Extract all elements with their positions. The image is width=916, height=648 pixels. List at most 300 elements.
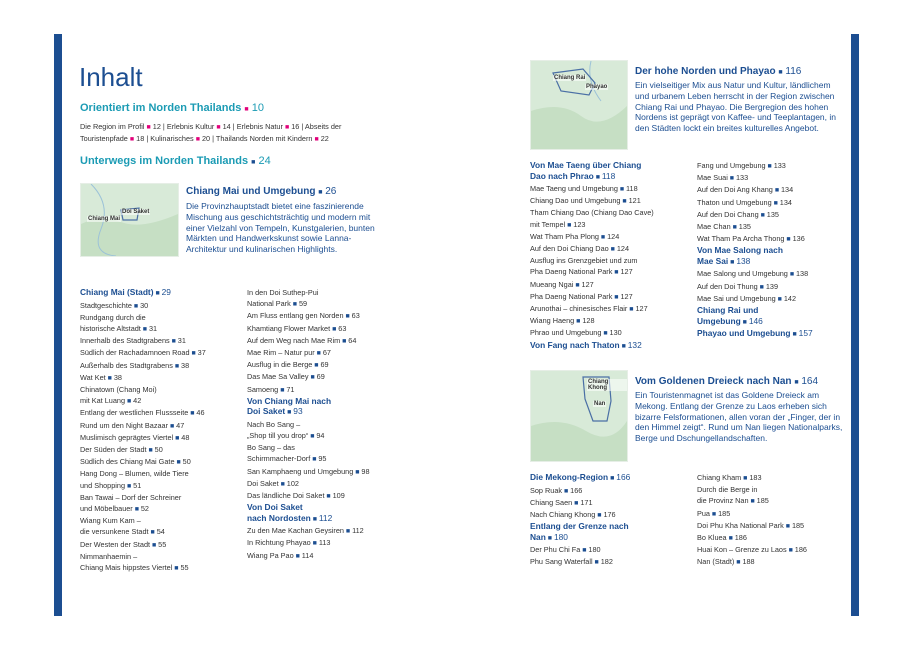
toc-page: 20 [201,134,211,144]
toc-entry-page: 146 [748,315,763,326]
toc-entry-page: 127 [620,291,633,301]
toc-entry-page: 114 [301,550,314,560]
toc-entry[interactable] [697,293,847,305]
chiang-mai-page: 26 [325,186,337,197]
toc-entry-label: National Park [247,299,291,309]
toc-entry-label: Muslimisch geprägtes Viertel [80,432,174,442]
toc-entry[interactable] [697,484,847,495]
square-bullet-icon: ■ [608,246,617,254]
toc-entry-label: Durch die Berge in [697,485,758,495]
map-label: Chiang Rai [554,75,586,81]
toc-subheading[interactable] [530,521,695,532]
toc-entry[interactable] [530,195,695,207]
phayao-map [530,60,628,150]
nan-heading[interactable] [635,376,845,389]
chiang-mai-description: Die Provinzhauptstadt bietet eine faszinierende Mischung aus geschichtsträchtig und modern mit einer Vielzahl von Tempeln, Kunstgalerien, bunten Märkten und Handwerkskunst sowie Lanna-Architektur und kulinarischen Highlights. [186,201,375,255]
toc-page: 16 [291,122,300,131]
toc-entry[interactable] [697,209,847,221]
toc-entry[interactable] [247,298,412,310]
toc-entry-page: 109 [332,491,345,501]
toc-entry[interactable] [530,327,695,339]
toc-entry-label: Schirmmacher-Dorf [247,454,311,464]
toc-entry[interactable] [247,287,412,298]
toc-entry-label: Rund um den Night Bazaar [80,420,169,430]
toc-entry[interactable] [247,359,412,371]
toc-entry-page: 134 [781,185,794,195]
toc-entry[interactable] [247,310,412,322]
toc-entry[interactable] [530,497,695,509]
toc-entry-page: 93 [293,406,303,417]
toc-entry[interactable] [80,444,245,456]
toc-entry-page: 102 [286,478,299,488]
toc-entry-page: 50 [182,457,191,467]
toc-entry-label: Von Mae Taeng über Chiang [530,160,642,170]
toc-entry[interactable] [80,323,245,335]
toc-subheading[interactable] [530,160,695,171]
toc-entry[interactable] [697,472,847,484]
toc-entry[interactable] [530,279,695,291]
toc-entry-label: mit Tempel [530,219,566,229]
toc-entry[interactable] [80,503,245,515]
toc-entry-label: Chiang Dao und Umgebung [530,196,621,206]
toc-subheading[interactable] [697,316,847,329]
square-bullet-icon: ■ [612,293,621,301]
toc-entry[interactable] [530,291,695,303]
square-bullet-icon: ■ [131,302,141,310]
square-bullet-icon: ■ [572,499,581,507]
toc-entry-label: Nach Bo Sang – [247,419,301,429]
square-bullet-icon: ■ [195,136,200,144]
section-orientiert-page: 10 [251,102,264,114]
toc-entry[interactable] [697,233,847,245]
toc-subheading[interactable] [80,287,245,300]
toc-entry-label: Rundgang durch die [80,312,146,322]
toc-entry[interactable] [697,268,847,280]
square-bullet-icon: ■ [757,283,766,291]
toc-entry[interactable] [247,537,412,549]
toc-entry-label: und Möbelbauer [80,503,133,513]
square-bullet-icon: ■ [343,313,352,321]
toc-entry[interactable] [697,281,847,293]
toc-entry-page: 183 [749,473,762,482]
toc-entry[interactable] [80,480,245,492]
toc-subheading[interactable] [247,396,412,407]
toc-item[interactable]: Erlebnis Kultur [166,122,215,131]
square-bullet-icon: ■ [787,271,796,279]
toc-entry[interactable] [80,432,245,444]
toc-subheading[interactable] [530,472,695,485]
toc-entry[interactable] [247,478,412,490]
toc-entry-label: Arunothai – chinesisches Flair [530,304,628,314]
toc-subheading[interactable] [697,328,847,341]
toc-subheading[interactable] [247,513,412,526]
toc-entry-label: Chiang Mais hippstes Viertel [80,562,173,572]
toc-entry-page: 186 [734,533,747,543]
square-bullet-icon: ■ [173,434,182,442]
toc-entry[interactable] [697,197,847,209]
toc-entry-page: 185 [756,496,769,506]
toc-entry[interactable] [80,312,245,323]
square-bullet-icon: ■ [593,173,602,181]
toc-entry-label: Der Süden der Stadt [80,444,147,454]
toc-entry-page: 113 [318,538,331,548]
toc-entry[interactable] [247,442,412,453]
toc-entry[interactable] [530,556,695,568]
nan-page: 164 [801,376,819,387]
toc-entry-label: Mae Salong und Umgebung [697,269,788,279]
toc-entry[interactable] [530,509,695,521]
toc-entry-label: Wiang Pa Pao [247,550,294,560]
toc-entry-page: 31 [177,336,186,346]
toc-subheading[interactable] [697,256,847,269]
map-label: Chiang Mai [88,216,121,222]
phayao-description: Ein vielseitiger Mix aus Natur und Kultur, ländlichem und urbanem Leben herrscht in der Region zwischen Chiang Rai und Phayao. Die Bergregion des hohen Nordens ist geprägt von Kaffee- und Teeplantagen, in den Städten lockt ein breites kulturelles Angebot. [635,80,836,134]
toc-entry-page: 133 [773,161,786,170]
square-bullet-icon: ■ [601,330,610,338]
toc-entry[interactable] [530,255,695,266]
toc-entry-page: 51 [133,480,142,490]
toc-item[interactable]: Kulinarisches [150,134,194,144]
map-label: Doi Saket [122,209,150,215]
toc-entry-page: 64 [348,335,357,345]
toc-entry[interactable] [530,207,695,218]
toc-entry[interactable] [697,532,847,544]
square-bullet-icon: ■ [734,559,743,567]
toc-entry-page: 118 [626,184,638,193]
toc-subheading[interactable] [247,406,412,419]
toc-entry-label: Nimmanhaemin – [80,551,138,561]
square-bullet-icon: ■ [310,515,319,523]
toc-entry[interactable] [80,526,245,538]
toc-entry-label: Entlang der Grenze nach [530,521,629,532]
toc-entry-page: 30 [140,300,149,310]
chiang-mai-title: Chiang Mai und Umgebung [186,186,316,197]
square-bullet-icon: ■ [244,106,249,113]
toc-entry-page: 121 [628,196,641,206]
toc-entry[interactable] [530,243,695,255]
toc-entry-page: 130 [609,328,622,338]
toc-entry-page: 182 [600,557,613,567]
toc-entry[interactable] [80,372,245,384]
square-bullet-icon: ■ [172,564,181,572]
toc-subheading[interactable] [530,171,695,184]
toc-entry-label: Am Fluss entlang gen Norden [247,311,344,321]
toc-entry[interactable] [247,335,412,347]
toc-entry[interactable] [80,395,245,407]
toc-entry-label: Mae Taeng und Umgebung [530,184,618,193]
toc-entry-page: 171 [580,497,593,507]
square-bullet-icon: ■ [310,540,319,548]
toc-entry[interactable] [80,468,245,479]
left-toc-column-2 [247,287,412,562]
toc-entry-label: In den Doi Suthep-Pui [247,288,319,297]
toc-entry[interactable] [80,515,245,526]
toc-entry[interactable] [697,544,847,556]
right-margin-bar [851,34,859,616]
toc-entry-label: Pha Daeng National Park [530,267,613,277]
square-bullet-icon: ■ [778,69,783,76]
toc-entry-page: 142 [783,293,797,303]
toc-entry[interactable] [80,300,245,312]
toc-entry[interactable] [530,266,695,278]
square-bullet-icon: ■ [125,398,134,406]
toc-entry-page: 133 [735,173,749,183]
toc-entry-page: 118 [601,170,616,181]
toc-entry[interactable] [80,360,245,372]
toc-entry-label: nach Nordosten [247,512,311,523]
toc-subheading[interactable] [697,245,847,256]
toc-entry-label: Von Doi Saket [247,502,303,513]
square-bullet-icon: ■ [775,295,784,303]
toc-entry-label: Tham Chiang Dao (Chiang Dao Cave) [530,208,654,218]
toc-entry[interactable] [697,556,847,568]
square-bullet-icon: ■ [188,410,197,418]
square-bullet-icon: ■ [146,124,151,131]
toc-entry-label: Mae Sai und Umgebung [697,293,776,303]
toc-entry-label: Auf den Doi Ang Khang [697,185,773,195]
toc-entry[interactable] [80,551,245,562]
toc-entry[interactable] [697,172,847,184]
toc-entry-page: 185 [791,520,805,530]
toc-entry-page: 136 [792,234,805,244]
toc-subheading[interactable] [530,340,695,353]
toc-entry-page: 138 [796,269,809,279]
toc-entry-page: 98 [361,466,370,476]
toc-entry-label: San Kamphaeng und Umgebung [247,466,354,476]
toc-entry-page: 42 [133,396,142,406]
toc-subheading[interactable] [530,532,695,545]
toc-entry-page: 94 [316,431,325,441]
toc-entry[interactable] [697,495,847,507]
square-bullet-icon: ■ [125,482,134,490]
square-bullet-icon: ■ [726,535,735,543]
toc-entry[interactable] [80,539,245,551]
toc-entry-page: 176 [603,509,616,519]
square-bullet-icon: ■ [727,175,736,183]
toc-entry-label: Umgebung [697,315,741,326]
toc-entry[interactable] [247,371,412,383]
toc-entry-label: Innerhalb des Stadtgrabens [80,336,170,346]
toc-entry[interactable] [247,453,412,465]
square-bullet-icon: ■ [312,362,321,370]
toc-entry[interactable] [80,384,245,395]
square-bullet-icon: ■ [343,528,353,536]
toc-entry[interactable] [80,456,245,468]
toc-entry[interactable] [80,492,245,503]
toc-entry-label: Fang und Umgebung [697,161,766,170]
toc-entry-label: Chinatown (Chang Moi) [80,384,157,394]
toc-entry-label: Auf den Doi Chiang Dao [530,244,609,254]
toc-entry-page: 50 [154,444,163,454]
toc-entry[interactable] [697,508,847,520]
toc-item[interactable]: Erlebnis Natur [236,122,283,131]
toc-entry[interactable] [530,231,695,243]
toc-entry-page: 112 [352,526,364,536]
toc-entry[interactable] [80,407,245,419]
square-bullet-icon: ■ [772,187,781,195]
right-toc-column-1 [530,160,695,352]
toc-entry[interactable] [530,303,695,315]
toc-entry-page: 127 [581,279,594,289]
toc-entry-page: 59 [298,299,308,309]
nan-map [530,370,628,462]
toc-entry-label: Stadtgeschichte [80,300,132,310]
toc-subheading[interactable] [247,502,412,513]
toc-entry[interactable] [247,550,412,562]
toc-entry-label: Samoeng [247,384,279,394]
toc-entry-label: Mae Sai [697,255,729,266]
toc-entry-label: Dao nach Phrao [530,170,594,181]
toc-entry[interactable] [247,419,412,430]
toc-entry-label: Wiang Kum Kam – [80,516,141,526]
square-bullet-icon: ■ [153,290,162,297]
toc-entry-page: 38 [181,360,190,370]
phayao-heading[interactable] [635,66,845,79]
toc-entry-label: Pua [697,508,710,518]
right-toc-column-4 [697,472,847,569]
section-unterwegs-heading[interactable] [80,155,271,167]
toc-entry[interactable] [530,544,695,556]
toc-item[interactable]: Thailands Norden mit Kindern [215,134,313,144]
square-bullet-icon: ■ [290,301,299,309]
square-bullet-icon: ■ [741,475,750,482]
square-bullet-icon: ■ [771,199,780,207]
toc-entry-label: Von Mae Salong nach [697,245,783,256]
square-bullet-icon: ■ [786,547,795,555]
toc-entry[interactable] [247,430,412,442]
toc-entry[interactable] [530,485,695,497]
toc-entry-label: Auf dem Weg nach Mae Rim [247,335,341,345]
toc-entry[interactable] [697,184,847,196]
square-bullet-icon: ■ [314,350,323,358]
toc-entry[interactable] [697,520,847,532]
toc-entry[interactable] [247,466,412,478]
toc-entry-page: 135 [738,222,751,232]
toc-entry-label: Die Mekong-Region [530,472,609,482]
toc-entry-label: Phayao und Umgebung [697,328,791,339]
square-bullet-icon: ■ [353,468,362,476]
square-bullet-icon: ■ [318,189,323,196]
toc-entry-page: 135 [766,209,779,219]
square-bullet-icon: ■ [617,186,627,193]
toc-entry[interactable] [697,160,847,172]
toc-entry-page: 185 [718,508,731,518]
section-orientiert-heading[interactable] [80,102,264,114]
toc-entry-page: 38 [113,372,122,382]
toc-entry-page: 112 [318,512,333,523]
toc-entry[interactable] [80,420,245,432]
toc-entry[interactable] [247,490,412,502]
square-bullet-icon: ■ [310,456,319,464]
toc-entry-label: Nach Chiang Khong [530,509,596,519]
toc-entry[interactable] [80,562,245,574]
square-bullet-icon: ■ [790,331,799,339]
toc-entry-label: Nan [530,531,546,542]
map-label: Chiang Khong [587,379,627,391]
square-bullet-icon: ■ [146,446,155,454]
square-bullet-icon: ■ [278,480,287,488]
toc-entry-page: 134 [779,197,792,207]
toc-entry-page: 52 [140,503,149,513]
toc-entry-label: Zu den Mae Kachan Geysiren [247,526,344,536]
toc-entry[interactable] [697,221,847,233]
square-bullet-icon: ■ [278,386,287,394]
toc-entry-label: Bo Sang – das [247,443,295,453]
toc-entry[interactable] [80,347,245,359]
toc-entry-page: 48 [181,432,190,442]
toc-entry[interactable] [247,525,412,537]
square-bullet-icon: ■ [592,559,601,567]
nan-title: Vom Goldenen Dreieck nach Nan [635,376,792,387]
square-bullet-icon: ■ [148,529,157,537]
toc-entry-label: Entlang der westlichen Flussseite [80,408,189,418]
toc-entry[interactable] [247,347,412,359]
toc-entry-page: 180 [588,545,601,555]
square-bullet-icon: ■ [284,124,290,131]
square-bullet-icon: ■ [105,374,114,382]
toc-entry-label: Mae Rim – Natur pur [247,348,315,358]
toc-entry-page: 71 [286,384,295,394]
toc-entry[interactable] [530,183,695,195]
chiang-mai-heading[interactable] [186,186,386,199]
toc-entry-label: die versunkene Stadt [80,527,149,537]
square-bullet-icon: ■ [251,159,256,166]
toc-entry-page: 180 [553,531,568,542]
square-bullet-icon: ■ [794,379,799,386]
section-orientiert-title: Orientiert im Norden Thailands [80,102,242,114]
toc-entry[interactable] [247,384,412,396]
toc-entry-page: 47 [176,420,185,430]
toc-entry-label: historische Altstadt [80,323,141,333]
square-bullet-icon: ■ [562,487,571,495]
toc-entry-label: Chiang Kham [697,473,742,482]
toc-entry-page: 128 [582,316,595,326]
toc-entry-label: Wat Tham Pa Archa Thong [697,234,785,244]
toc-entry-label: Mae Suai [697,173,728,183]
toc-entry-label: Nan (Stadt) [697,557,735,567]
toc-entry-label: und Shopping [80,480,126,490]
toc-entry-label: Mae Chan [697,222,731,232]
toc-entry-page: 69 [316,372,325,382]
square-bullet-icon: ■ [730,224,739,232]
toc-entry-label: Ausflug ins Grenzgebiet und zum [530,256,638,266]
toc-page: 22 [320,134,329,144]
square-bullet-icon: ■ [740,318,749,326]
square-bullet-icon: ■ [728,258,737,266]
toc-page: 18 [136,134,145,144]
map-label: Phayao [586,84,608,90]
toc-entry-label: mit Kat Luang [80,396,126,406]
toc-page: 14 [222,122,231,131]
square-bullet-icon: ■ [565,221,574,229]
section-orientiert-items: Die Region im Profil ■ 12 | Erlebnis Kultur ■ 14 | Erlebnis Natur ■ 16 | Abseits der Touristenpfade ■ 18 | Kulinarisches ■ 20 | Thailands Norden mit Kindern ■ 22 [80,122,342,144]
toc-item[interactable]: Die Region im Profil [80,122,145,131]
square-bullet-icon: ■ [129,136,135,144]
toc-entry[interactable] [530,315,695,327]
toc-entry[interactable] [530,219,695,231]
toc-entry[interactable] [247,323,412,335]
toc-entry[interactable] [80,335,245,347]
toc-subheading[interactable] [697,305,847,316]
toc-entry-label: Ausflug in die Berge [247,360,313,370]
toc-entry-label: Huai Kon – Grenze zu Laos [697,545,787,555]
toc-entry-label: Der Westen der Stadt [80,539,151,549]
toc-entry-page: 127 [620,267,633,277]
square-bullet-icon: ■ [168,422,177,430]
toc-entry-label: Bo Kluea [697,533,727,543]
square-bullet-icon: ■ [748,498,757,506]
toc-item[interactable]: Abseits der Touristenpfade [80,122,342,144]
